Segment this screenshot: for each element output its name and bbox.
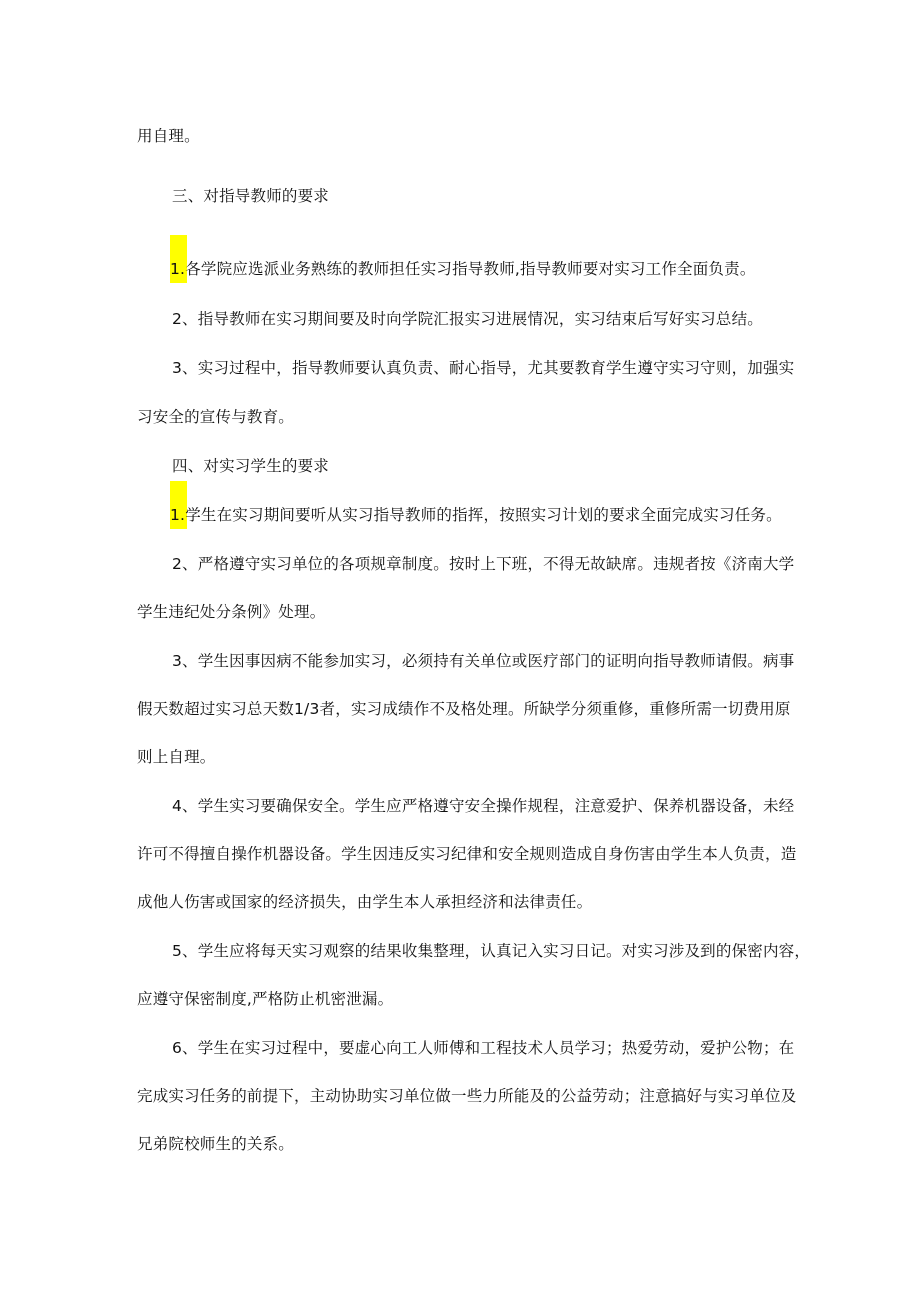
student-requirement-5: 5、学生应将每天实习观察的结果收集整理，认真记入实习日记。对实习涉及到的保密内容， xyxy=(172,942,811,960)
teacher-requirement-1 xyxy=(170,257,756,281)
section-heading-student-requirements: 四、对实习学生的要求 xyxy=(172,457,330,475)
student-requirement-4: 4、学生实习要确保安全。学生应严格遵守安全操作规程，注意爱护、保养机器设备，未经 xyxy=(172,797,795,815)
teacher-requirement-3: 3、实习过程中，指导教师要认真负责、耐心指导，尤其要教育学生遵守实习守则，加强实 xyxy=(172,359,795,377)
list-marker: 1. xyxy=(170,506,186,524)
student-requirement-4-cont2: 成他人伤害或国家的经济损失，由学生本人承担经济和法律责任。 xyxy=(137,893,593,911)
student-requirement-4-cont1: 许可不得擅自操作机器设备。学生因违反实习纪律和安全规则造成自身伤害由学生本人负责，造 xyxy=(137,845,797,863)
student-requirement-6-cont2: 兄弟院校师生的关系。 xyxy=(137,1135,295,1153)
student-requirement-6-cont1: 完成实习任务的前提下，主动协助实习单位做一些力所能及的公益劳动；注意搞好与实习单位及 xyxy=(137,1087,797,1105)
teacher-requirement-1-text: 各学院应选派业务熟练的教师担任实习指导教师,指导教师要对实习工作全面负责。 xyxy=(185,260,756,278)
student-requirement-5-cont: 应遵守保密制度,严格防止机密泄漏。 xyxy=(137,990,394,1008)
student-requirement-1 xyxy=(170,503,782,527)
student-requirement-3-cont1: 假天数超过实习总天数1/3者，实习成绩作不及格处理。所缺学分须重修，重修所需一切费用原 xyxy=(137,700,791,718)
student-requirement-6: 6、学生在实习过程中，要虚心向工人师傅和工程技术人员学习；热爱劳动，爱护公物；在 xyxy=(172,1039,795,1057)
list-marker: 1. xyxy=(170,260,186,278)
student-requirement-2: 2、严格遵守实习单位的各项规章制度。按时上下班，不得无故缺席。违规者按《济南大学 xyxy=(172,555,795,573)
student-requirement-3: 3、学生因事因病不能参加实习，必须持有关单位或医疗部门的证明向指导教师请假。病事 xyxy=(172,652,795,670)
student-requirement-3-cont2: 则上自理。 xyxy=(137,748,216,766)
teacher-requirement-2: 2、指导教师在实习期间要及时向学院汇报实习进展情况，实习结束后写好实习总结。 xyxy=(172,310,763,328)
student-requirement-1-text: 学生在实习期间要听从实习指导教师的指挥，按照实习计划的要求全面完成实习任务。 xyxy=(185,506,782,524)
section-heading-teacher-requirements: 三、对指导教师的要求 xyxy=(172,187,330,205)
paragraph-continuation: 用自理。 xyxy=(137,127,200,145)
teacher-requirement-3-cont: 习安全的宣传与教育。 xyxy=(137,408,295,426)
student-requirement-2-cont: 学生违纪处分条例》处理。 xyxy=(137,603,326,621)
